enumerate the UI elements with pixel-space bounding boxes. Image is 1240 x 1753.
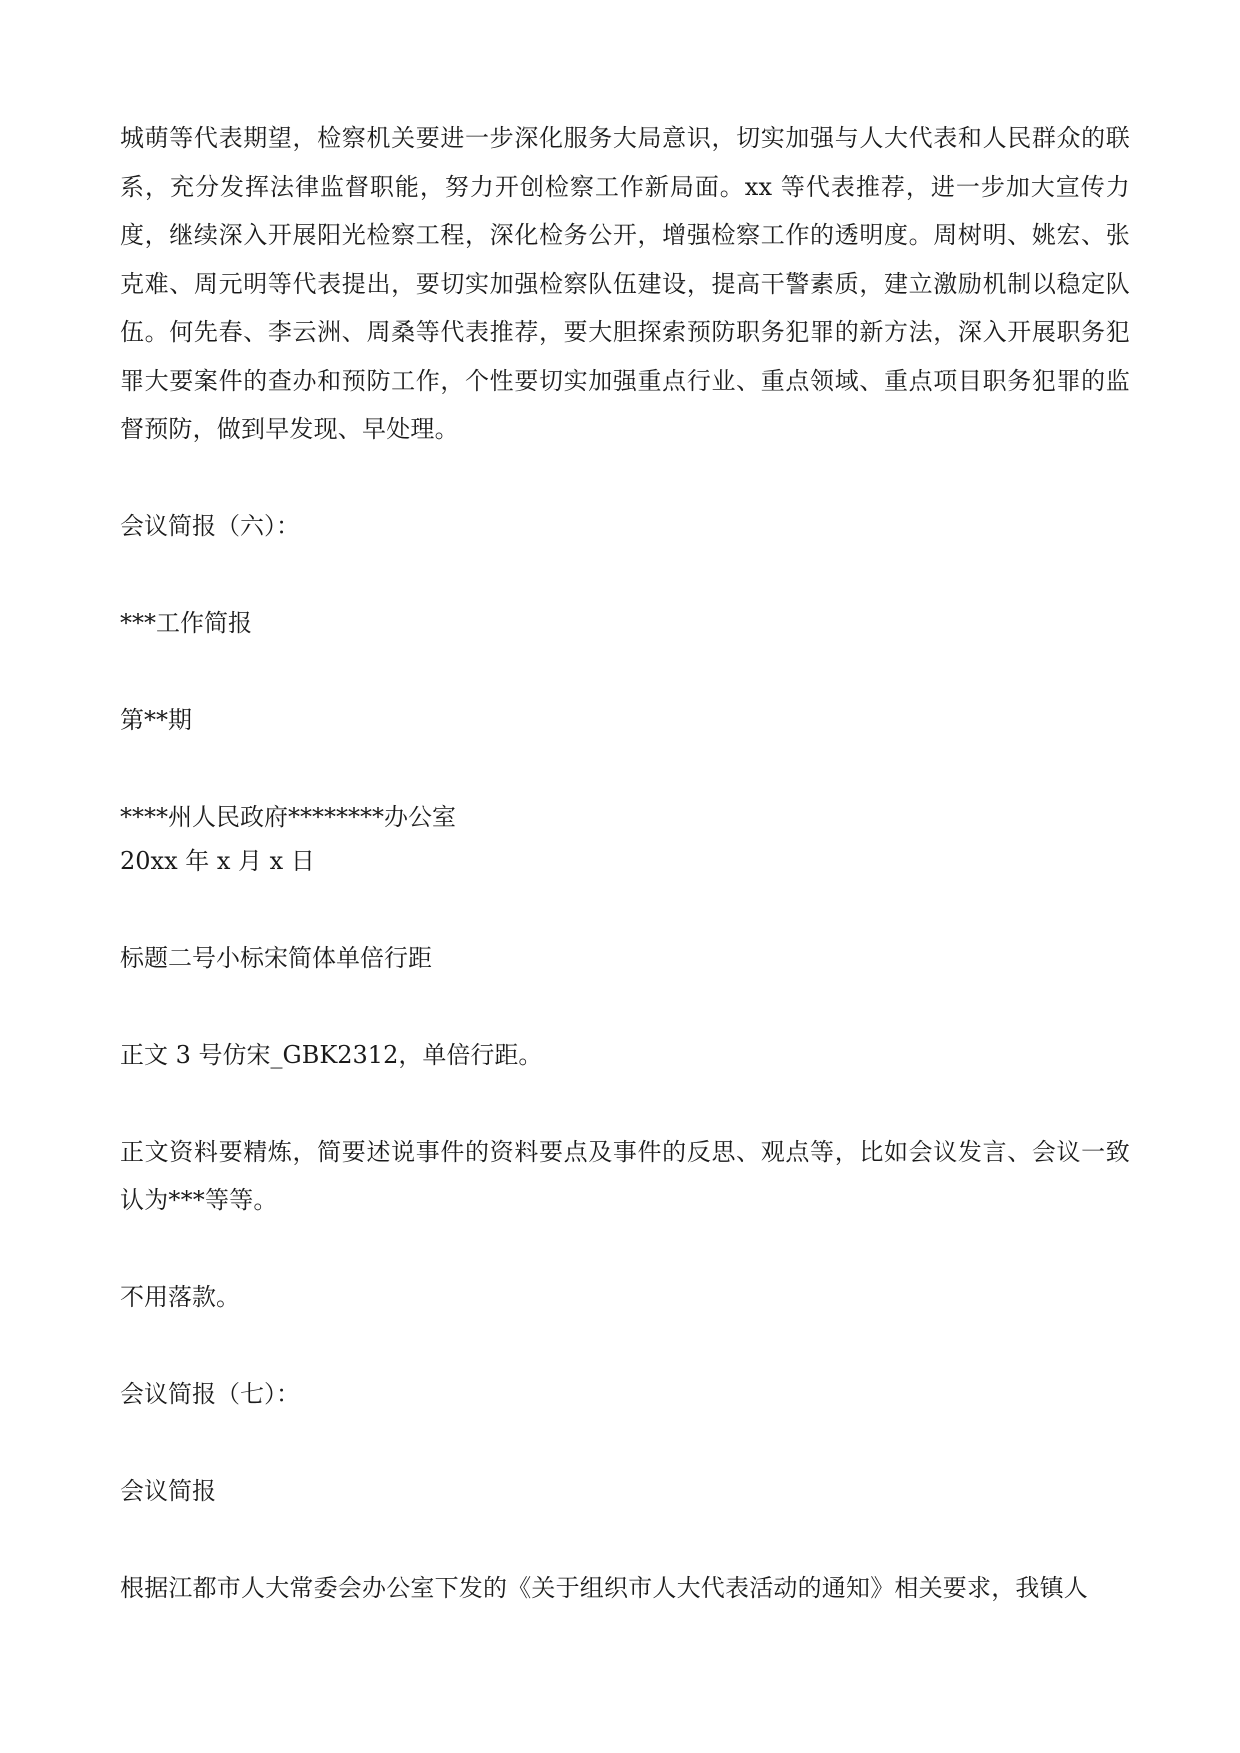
spacer bbox=[120, 982, 1130, 1031]
spacer bbox=[120, 885, 1130, 934]
spacer bbox=[120, 1516, 1130, 1565]
spacer bbox=[120, 1079, 1130, 1128]
work-briefing-title: ***工作简报 bbox=[120, 609, 252, 637]
issue-number: 第**期 bbox=[120, 706, 192, 734]
meeting-briefing-title: 会议简报 bbox=[120, 1477, 216, 1505]
issue-date: 20xx 年 x 月 x 日 bbox=[120, 846, 315, 875]
spacer bbox=[120, 1419, 1130, 1468]
heading-briefing-six: 会议简报（六）： bbox=[120, 512, 300, 540]
spacer bbox=[120, 551, 1130, 600]
spacer bbox=[120, 745, 1130, 794]
title-format-note: 标题二号小标宋简体单倍行距 bbox=[120, 943, 432, 972]
body-format-note: 正文 3 号仿宋_GBK2312，单倍行距。 bbox=[120, 1040, 543, 1069]
issuing-office: ****州人民政府********办公室 bbox=[120, 803, 456, 831]
spacer bbox=[120, 454, 1130, 503]
paragraph-delegate-suggestions: 城萌等代表期望，检察机关要进一步深化服务大局意识，切实加强与人大代表和人民群众的联系，充分发挥法律监督职能，努力开创检察工作新局面。xx 等代表推荐，进一步加大宣传力度，继续深入开展阳光检察工程，深化检务公开，增强检察工作的透明度。周树明、姚宏、张克难、周元明等代表提出，要切实加强检察队伍建设，提高干警素质，建立激励机制以稳定队伍。何先春、李云洲、周桑等代表推荐，要大胆探索预防职务犯罪的新方法，深入开展职务犯罪大要案件的查办和预防工作，个性要切实加强重点行业、重点领域、重点项目职务犯罪的监督预防，做到早发现、早处理。 bbox=[120, 124, 1130, 443]
spacer bbox=[120, 1322, 1130, 1371]
paragraph-activity-notice: 根据江都市人大常委会办公室下发的《关于组织市人大代表活动的通知》相关要求，我镇人 bbox=[120, 1574, 1088, 1602]
heading-briefing-seven: 会议简报（七）： bbox=[120, 1380, 300, 1408]
spacer bbox=[120, 1225, 1130, 1274]
body-requirement-note: 正文资料要精炼，简要述说事件的资料要点及事件的反思、观点等，比如会议发言、会议一致认为***等等。 bbox=[120, 1137, 1130, 1214]
document-page bbox=[120, 114, 1130, 1613]
no-signature-note: 不用落款。 bbox=[120, 1283, 240, 1311]
spacer bbox=[120, 648, 1130, 697]
